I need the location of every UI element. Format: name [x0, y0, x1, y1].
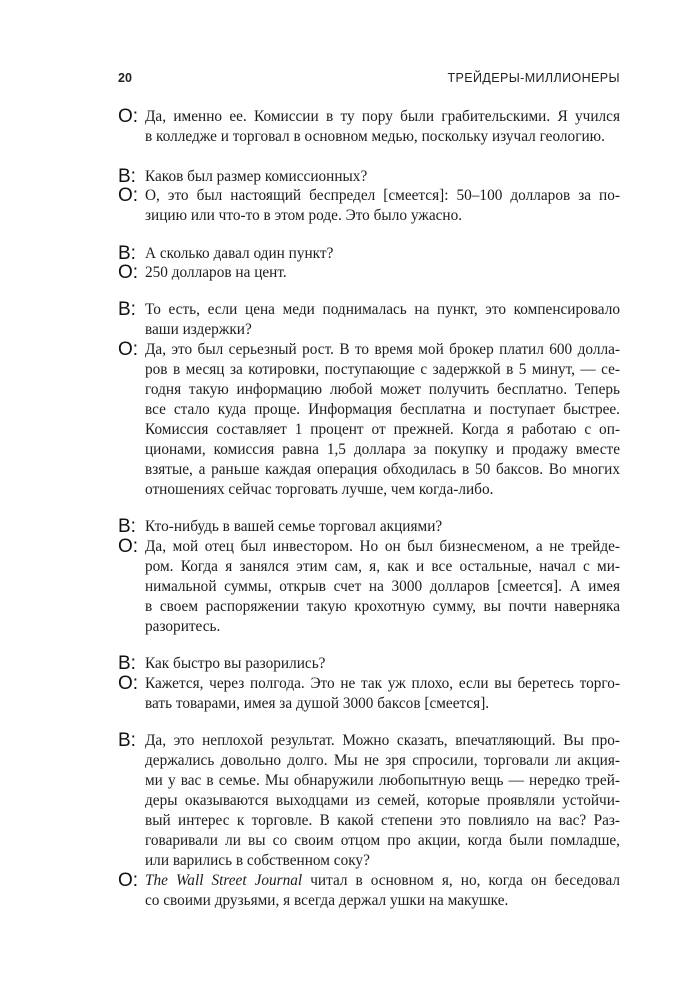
speaker-label: О:: [118, 673, 139, 694]
question-block: [118, 654, 620, 674]
text-line: Каков был размер комиссионных?: [145, 168, 368, 185]
text-line: [145, 871, 620, 891]
text-line: Да, это был серьезный рост. В то время мой брокер платил 600 долла-: [145, 341, 620, 358]
speaker-label: О:: [118, 262, 139, 283]
text-line: 250 долларов на цент.: [145, 264, 287, 281]
text-line: держались довольно долго. Мы не зря спросили, торговали ли акция-: [145, 752, 620, 769]
text-line: со своими друзьями, я всегда держал ушки на макушке.: [145, 892, 509, 909]
text-line: Комиссия составляет 1 процент от прежней. Когда я работаю с оп-: [145, 421, 620, 438]
text-line: в своем распоряжении такую крохотную сумму, вы почти наверняка: [145, 598, 620, 615]
answer-block: [118, 871, 620, 911]
question-block: [118, 167, 620, 187]
answer-text: [145, 186, 620, 226]
text-line: А сколько давал один пункт?: [145, 245, 334, 262]
running-header: [118, 69, 620, 87]
speaker-label: О:: [118, 339, 139, 360]
text-line: вый интерес к торговле. В какой степени это повлияло на вас? Раз-: [145, 812, 620, 829]
text-line: Да, именно ее. Комиссии в ту пору были грабительскими. Я учился: [145, 108, 620, 125]
answer-text: [145, 674, 620, 714]
text-line: ром. Когда я занялся этим сам, я, как и все остальные, начал с ми-: [145, 558, 620, 575]
text-span: читал в основном я, но, когда он беседовал: [310, 872, 620, 889]
answer-block: [118, 537, 620, 637]
answer-text: [145, 107, 620, 147]
text-line: или варились в собственном соку?: [145, 852, 370, 869]
speaker-label: О:: [118, 106, 139, 127]
speaker-label: О:: [118, 870, 139, 891]
text-line: О, это был настоящий беспредел [смеется]: 50–100 долларов за по-: [145, 187, 620, 204]
text-line: деры оказываются выходцами из семей, которые проявляли устойчи-: [145, 792, 620, 809]
text-line: ми у вас в семье. Мы обнаружили любопытную вещь — нередко трей-: [145, 772, 620, 789]
text-line: взятые, а раньше каждая операция обходилась в 50 баксов. Во многих: [145, 461, 620, 478]
speaker-label: В:: [118, 299, 136, 320]
text-line: Да, это неплохой результат. Можно сказать, впечатляющий. Вы про-: [145, 732, 620, 749]
question-text: [145, 167, 620, 187]
text-line: нимальной суммы, открыв счет на 3000 долларов [смеется]. А имея: [145, 578, 620, 595]
publication-title: The Wall Street Journal: [145, 872, 303, 889]
answer-text: [145, 537, 620, 637]
text-line: Кто-нибудь в вашей семье торговал акциями?: [145, 518, 443, 535]
speaker-label: О:: [118, 185, 139, 206]
answer-text: [145, 263, 620, 283]
text-line: Кажется, через полгода. Это не так уж плохо, если вы беретесь торго-: [145, 675, 620, 692]
question-text: [145, 654, 620, 674]
speaker-label: В:: [118, 653, 136, 674]
answer-block: [118, 674, 620, 714]
speaker-label: В:: [118, 166, 136, 187]
text-line: ционами, комиссия равна 1,5 доллара за покупку и продажу вместе: [145, 441, 620, 458]
text-line: в колледже и торговал в основном медью, поскольку изучал геологию.: [145, 128, 605, 145]
text-line: То есть, если цена меди поднималась на пункт, это компенсировало: [145, 301, 620, 318]
text-line: годня такую информацию любой может получить бесплатно. Теперь: [145, 381, 620, 398]
answer-block: [118, 186, 620, 226]
running-title: ТРЕЙДЕРЫ-МИЛЛИОНЕРЫ: [447, 71, 620, 85]
text-line: ваши издержки?: [145, 321, 252, 338]
text-line: зицию или что-то в этом роде. Это было ужасно.: [145, 207, 463, 224]
question-block: [118, 517, 620, 537]
speaker-label: В:: [118, 730, 136, 751]
question-text: [145, 517, 620, 537]
question-block: [118, 731, 620, 871]
question-text: [145, 244, 620, 264]
text-line: разоритесь.: [145, 618, 221, 635]
answer-block: [118, 107, 620, 147]
answer-text: [145, 871, 620, 911]
page-number: 20: [118, 71, 132, 85]
text-line: ров в месяц за котировки, поступающие с задержкой в 5 минут, — се-: [145, 361, 620, 378]
answer-text: [145, 340, 620, 500]
text-line: вать товарами, имея за душой 3000 баксов [смеется].: [145, 695, 490, 712]
text-line: Да, мой отец был инвестором. Но он был бизнесменом, а не трейде-: [145, 538, 620, 555]
text-line: отношениях сейчас торговать лучше, чем когда-либо.: [145, 481, 494, 498]
text-line: все стало куда проще. Информация бесплатна и поступает быстрее.: [145, 401, 620, 418]
answer-block: [118, 340, 620, 500]
question-block: [118, 244, 620, 264]
text-line: говаривали ли вы со своим отцом про акции, когда были помладше,: [145, 832, 620, 849]
question-text: [145, 300, 620, 340]
speaker-label: В:: [118, 516, 136, 537]
question-text: [145, 731, 620, 871]
speaker-label: В:: [118, 243, 136, 264]
text-line: Как быстро вы разорились?: [145, 655, 326, 672]
speaker-label: О:: [118, 536, 139, 557]
answer-block: [118, 263, 620, 283]
question-block: [118, 300, 620, 340]
